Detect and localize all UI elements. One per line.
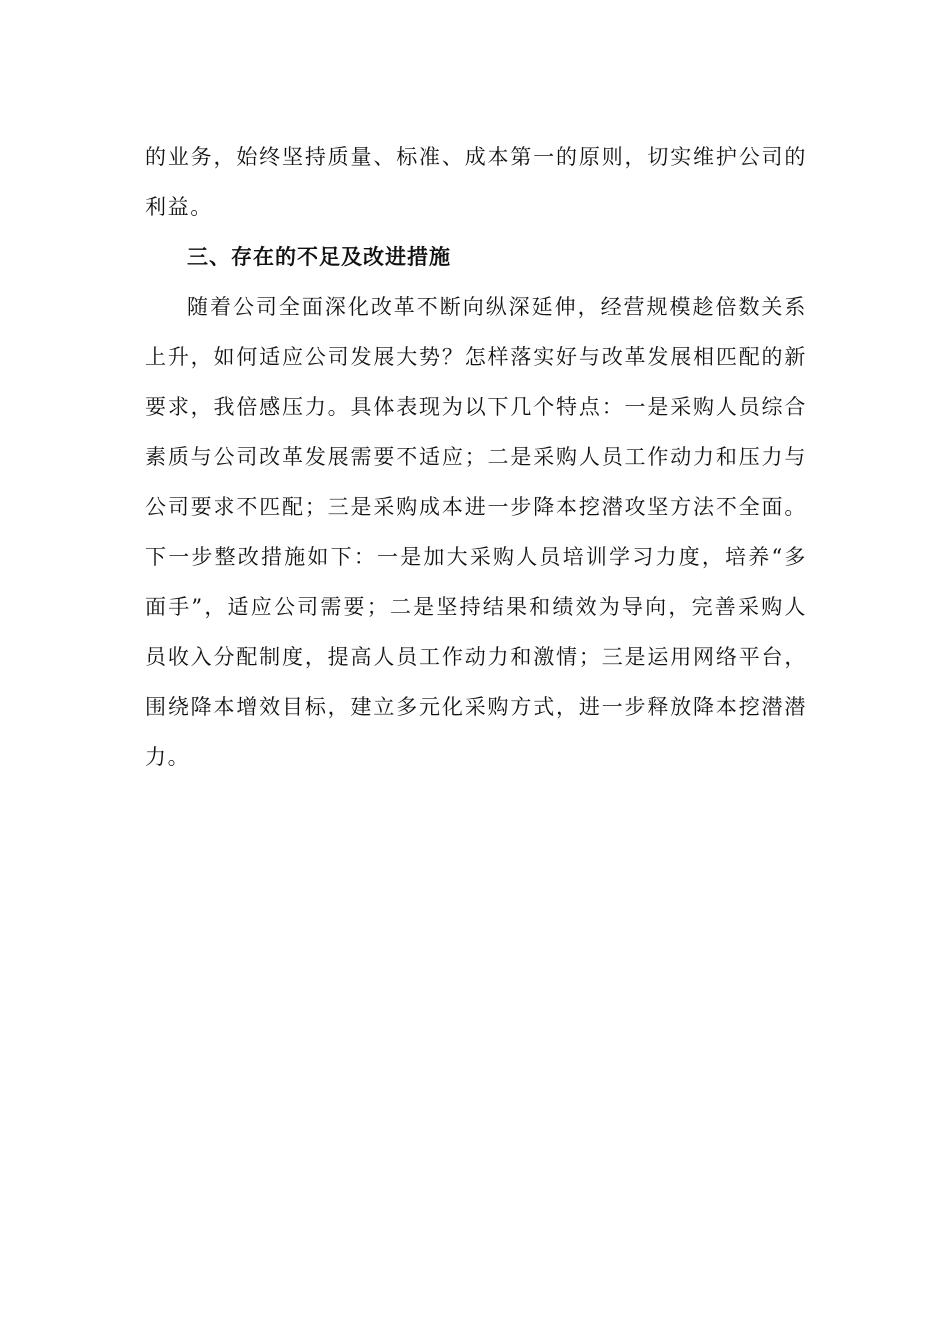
continued-paragraph: 的业务，始终坚持质量、标准、成本第一的原则，切实维护公司的利益。 [145,145,807,219]
section-body-paragraph: 随着公司全面深化改革不断向纵深延伸，经营规模趁倍数关系上升，如何适应公司发展大势？怎样落实好与改革发展相匹配的新要求，我倍感压力。具体表现为以下几个特点：一是采购人员综合素质与公司改革发展需要不适应；二是采购人员工作动力和压力与公司要求不匹配；三是采购成本进一步降本挖潜攻坚方法不全面。下一步整改措施如下：一是加大采购人员培训学习力度，培养“多面手”，适应公司需要；二是坚持结果和绩效为导向，完善采购人员收入分配制度，提高人员工作动力和激情；三是运用网络平台，围绕降本增效目标，建立多元化采购方式，进一步释放降本挖潜潜力。 [145,295,807,769]
section-heading: 三、存在的不足及改进措施 [187,244,451,269]
document-body [145,132,807,782]
